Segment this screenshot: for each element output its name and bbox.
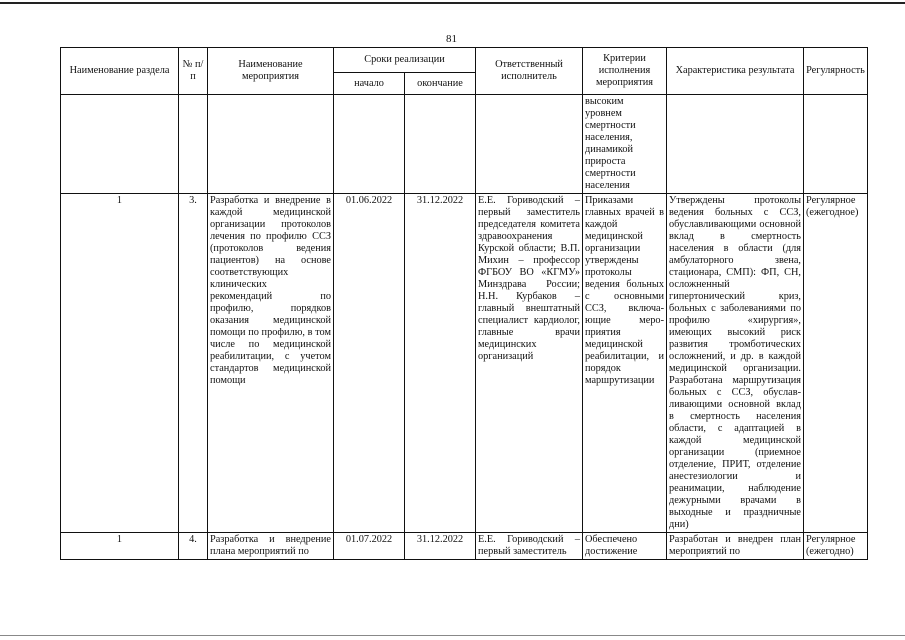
page-number: 81: [446, 33, 457, 45]
cell-regularity: Регулярное (ежегодное): [804, 194, 868, 533]
cell-event: Разработка и внедрение плана мероприятий по: [208, 533, 334, 560]
header-start: начало: [334, 73, 405, 95]
header-executor: Ответственный исполнитель: [476, 48, 583, 95]
cell-num: 3.: [179, 194, 208, 533]
cell-executor: Е.Е. Гориводский – первый заместитель председателя комитета здравоохранения Курской области; В.П. Михин – профессор ФГБОУ ВО «КГМУ» Минздрава России; Н.Н. Курбаков – главный внештатный специалист кардиолог, главные врачи медицинских организаций: [476, 194, 583, 533]
cell-end: 31.12.2022: [405, 533, 476, 560]
cell-start: 01.07.2022: [334, 533, 405, 560]
cell-result: Разработан и внедрен план мероприятий по: [667, 533, 804, 560]
cell-event: Разработка и внедрение в каждой медицинской организации протоколов лечения по профилю ССЗ (протоколов ведения пациентов) на основе соответствующих клинических рекомендаций по профилю, порядков оказания медицинской помощи по профилю, в том числе по медицинской реабилитации, с учетом стандартов медицинской помощи: [208, 194, 334, 533]
cell-end: 31.12.2022: [405, 194, 476, 533]
cell-result: Утверждены протоколы ведения больных с ССЗ, обуславливающими основной вклад в смертность населения в области (для амбулаторного звена, стационара, СМП): ФП, СН, осложненный гипертонический криз, больных с заболеваниями по профилю «хирургия», имеющих высокий риск развития тромботических осложнений, и др. в каждой медицинской организации. Разработана маршрутизация больных с ССЗ, обуслав-ливающими основной вклад в смертность населения области, с адаптацией в каждой медицинской организации (приемное отделение, ПРИТ, отделение анестезиологии и реанимации, наблюдение дежурными врачами в выходные и праздничные дни): [667, 194, 804, 533]
header-section: Наименование раздела: [61, 48, 179, 95]
header-event: Наименование мероприятия: [208, 48, 334, 95]
plan-table: [60, 47, 868, 560]
table-row: [61, 194, 868, 533]
header-criteria: Критерии исполнения мероприятия: [583, 48, 667, 95]
cell-section: 1: [61, 194, 179, 533]
header-result: Характеристика результата: [667, 48, 804, 95]
cell-criteria: Приказами главных врачей в каждой медицинской организации утверждены протоколы ведения больных с основными ССЗ, включа-ющие меро-приятия медицинской реабилитации, и порядок маршрутизации: [583, 194, 667, 533]
header-end: окончание: [405, 73, 476, 95]
header-regularity: Регулярность: [804, 48, 868, 95]
cell-section: 1: [61, 533, 179, 560]
table-row: [61, 533, 868, 560]
cell-regularity: Регулярное (ежегодно): [804, 533, 868, 560]
table-row-continuation: [61, 95, 868, 194]
page-bottom-edge: [0, 635, 905, 636]
page-top-edge: [0, 2, 905, 4]
cell-executor: Е.Е. Гориводский – первый заместитель: [476, 533, 583, 560]
continuation-criteria: высоким уровнем смертности населения, динамикой прироста смертности населения: [583, 95, 667, 194]
header-terms: Сроки реализации: [334, 48, 476, 73]
header-num: № п/п: [179, 48, 208, 95]
header-row: [61, 48, 868, 73]
cell-criteria: Обеспечено достижение: [583, 533, 667, 560]
cell-num: 4.: [179, 533, 208, 560]
cell-start: 01.06.2022: [334, 194, 405, 533]
